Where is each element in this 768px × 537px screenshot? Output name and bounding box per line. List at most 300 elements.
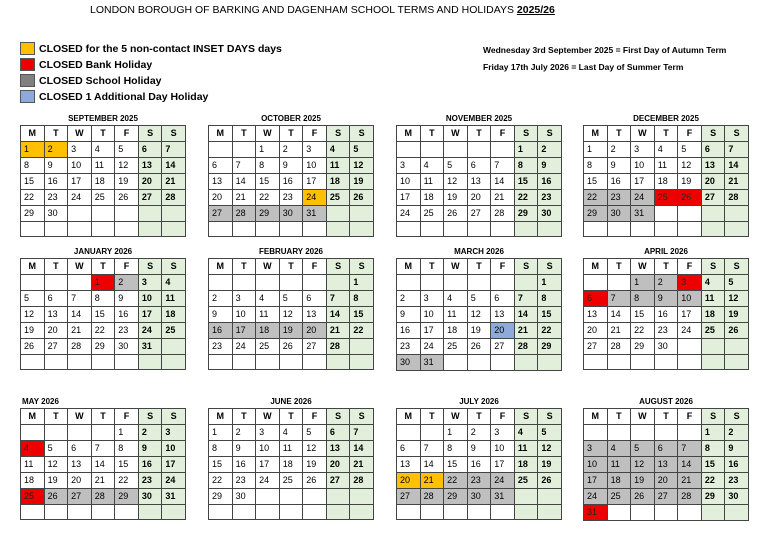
- day-cell: 18: [279, 457, 303, 473]
- day-cell: 23: [44, 190, 68, 206]
- day-cell: 16: [654, 307, 678, 323]
- day-cell: 23: [467, 473, 491, 489]
- day-cell: 2: [607, 142, 631, 158]
- weekday-header: T: [44, 126, 68, 142]
- day-cell: 9: [232, 441, 256, 457]
- weekday-header: S: [725, 409, 749, 425]
- weekday-header: F: [678, 259, 702, 275]
- day-cell: [397, 505, 421, 520]
- month-september-2025: [20, 112, 186, 237]
- day-cell: 8: [21, 158, 45, 174]
- day-cell: 29: [631, 339, 655, 355]
- day-cell: 26: [21, 339, 45, 355]
- day-cell: 7: [491, 158, 515, 174]
- day-cell: [91, 222, 115, 237]
- day-cell: [584, 222, 608, 237]
- month-may-2026: [20, 395, 186, 520]
- day-cell: 12: [350, 158, 374, 174]
- day-cell: 19: [350, 174, 374, 190]
- day-cell: 18: [420, 190, 444, 206]
- day-cell: 9: [607, 158, 631, 174]
- day-cell: 8: [514, 158, 538, 174]
- day-cell: 5: [115, 142, 139, 158]
- day-cell: [514, 505, 538, 520]
- week-row: [209, 473, 374, 489]
- day-cell: 20: [654, 473, 678, 489]
- day-cell: 8: [350, 291, 374, 307]
- day-cell: 6: [326, 425, 350, 441]
- week-row: [397, 307, 562, 323]
- day-cell: 25: [514, 473, 538, 489]
- day-cell: [467, 222, 491, 237]
- day-cell: 24: [420, 339, 444, 355]
- day-cell: 8: [584, 158, 608, 174]
- day-cell: 6: [303, 291, 327, 307]
- weekday-header: S: [538, 409, 562, 425]
- day-cell: [607, 222, 631, 237]
- day-cell: 17: [420, 323, 444, 339]
- week-row: [584, 206, 749, 222]
- month-table: [20, 408, 186, 520]
- day-cell: 18: [607, 473, 631, 489]
- day-cell: 26: [678, 190, 702, 206]
- day-cell: 2: [467, 425, 491, 441]
- day-cell: [303, 275, 327, 291]
- day-cell: [678, 339, 702, 355]
- weekday-header: M: [397, 126, 421, 142]
- day-cell: 12: [279, 307, 303, 323]
- week-row: [209, 190, 374, 206]
- day-cell: 4: [21, 441, 45, 457]
- day-cell: [256, 222, 280, 237]
- week-row: [584, 339, 749, 355]
- day-cell: 3: [584, 441, 608, 457]
- day-cell: 19: [467, 323, 491, 339]
- week-row: [21, 355, 186, 370]
- day-cell: 25: [607, 489, 631, 505]
- month-name: AUGUST 2026: [639, 397, 693, 406]
- day-cell: 12: [303, 441, 327, 457]
- day-cell: [21, 355, 45, 370]
- weekday-header-row: [209, 259, 374, 275]
- day-cell: 4: [514, 425, 538, 441]
- day-cell: 21: [607, 323, 631, 339]
- day-cell: 7: [232, 158, 256, 174]
- week-row: [209, 222, 374, 237]
- day-cell: 15: [584, 174, 608, 190]
- day-cell: 25: [701, 323, 725, 339]
- month-april-2026: [583, 245, 749, 370]
- week-row: [209, 291, 374, 307]
- day-cell: [491, 355, 515, 371]
- day-cell: [397, 222, 421, 237]
- day-cell: 1: [209, 425, 233, 441]
- day-cell: [678, 222, 702, 237]
- day-cell: 1: [514, 142, 538, 158]
- day-cell: 16: [138, 457, 162, 473]
- day-cell: 6: [491, 291, 515, 307]
- day-cell: [44, 355, 68, 370]
- day-cell: 15: [538, 307, 562, 323]
- weekday-header: F: [115, 259, 139, 275]
- day-cell: 23: [232, 473, 256, 489]
- day-cell: 11: [607, 457, 631, 473]
- week-row: [21, 441, 186, 457]
- day-cell: [631, 505, 655, 521]
- day-cell: 23: [654, 323, 678, 339]
- day-cell: 28: [491, 206, 515, 222]
- weekday-header: S: [326, 259, 350, 275]
- weekday-header: S: [701, 126, 725, 142]
- day-cell: [350, 355, 374, 370]
- day-cell: [115, 222, 139, 237]
- day-cell: 20: [138, 174, 162, 190]
- day-cell: 10: [491, 441, 515, 457]
- legend-label: CLOSED 1 Additional Day Holiday: [39, 90, 209, 103]
- weekday-header: S: [725, 259, 749, 275]
- day-cell: 26: [44, 489, 68, 505]
- day-cell: 27: [584, 339, 608, 355]
- day-cell: 15: [444, 457, 468, 473]
- legend-swatch-school: [20, 74, 35, 87]
- week-row: [21, 505, 186, 520]
- day-cell: 22: [115, 473, 139, 489]
- weekday-header: M: [209, 259, 233, 275]
- day-cell: 21: [420, 473, 444, 489]
- day-cell: 14: [678, 457, 702, 473]
- day-cell: 9: [115, 291, 139, 307]
- day-cell: 8: [701, 441, 725, 457]
- day-cell: [162, 206, 186, 222]
- day-cell: 3: [420, 291, 444, 307]
- month-march-2026: [396, 245, 562, 371]
- day-cell: [538, 355, 562, 371]
- day-cell: 19: [631, 473, 655, 489]
- day-cell: 17: [631, 174, 655, 190]
- day-cell: [654, 505, 678, 521]
- weekday-header: F: [678, 409, 702, 425]
- day-cell: [467, 275, 491, 291]
- day-cell: 16: [467, 457, 491, 473]
- day-cell: [326, 489, 350, 505]
- day-cell: [514, 222, 538, 237]
- week-row: [209, 206, 374, 222]
- day-cell: 31: [303, 206, 327, 222]
- day-cell: 14: [350, 441, 374, 457]
- day-cell: 17: [162, 457, 186, 473]
- day-cell: 29: [115, 489, 139, 505]
- legend-swatch-inset: [20, 42, 35, 55]
- day-cell: 15: [256, 174, 280, 190]
- weekday-header: W: [444, 409, 468, 425]
- day-cell: [350, 489, 374, 505]
- week-row: [209, 441, 374, 457]
- day-cell: 10: [232, 307, 256, 323]
- week-row: [209, 158, 374, 174]
- day-cell: 31: [138, 339, 162, 355]
- day-cell: 25: [444, 339, 468, 355]
- week-row: [21, 222, 186, 237]
- weekday-header-row: [584, 126, 749, 142]
- weekday-header: W: [68, 259, 92, 275]
- day-cell: [654, 425, 678, 441]
- day-cell: 25: [162, 323, 186, 339]
- day-cell: 16: [538, 174, 562, 190]
- day-cell: 12: [21, 307, 45, 323]
- day-cell: 9: [44, 158, 68, 174]
- month-table: [583, 258, 749, 370]
- day-cell: [326, 275, 350, 291]
- day-cell: 25: [420, 206, 444, 222]
- day-cell: 4: [279, 425, 303, 441]
- day-cell: [44, 275, 68, 291]
- day-cell: [631, 355, 655, 370]
- month-table: [396, 408, 562, 520]
- weekday-header: W: [256, 409, 280, 425]
- day-cell: 17: [68, 174, 92, 190]
- day-cell: [444, 222, 468, 237]
- day-cell: [303, 505, 327, 520]
- month-table: [583, 125, 749, 237]
- week-row: [584, 505, 749, 521]
- legend-label: CLOSED School Holiday: [39, 74, 162, 87]
- week-row: [584, 142, 749, 158]
- month-name: JANUARY 2026: [73, 247, 133, 256]
- term-note-autumn: Wednesday 3rd September 2025 = First Day of Autumn Term: [483, 45, 727, 55]
- day-cell: 25: [256, 339, 280, 355]
- day-cell: 16: [279, 174, 303, 190]
- month-table: [208, 258, 374, 370]
- day-cell: 11: [654, 158, 678, 174]
- day-cell: 14: [420, 457, 444, 473]
- week-row: [584, 425, 749, 441]
- day-cell: 20: [326, 457, 350, 473]
- weekday-header: M: [21, 259, 45, 275]
- day-cell: 20: [209, 190, 233, 206]
- week-row: [209, 142, 374, 158]
- day-cell: 15: [91, 307, 115, 323]
- day-cell: 7: [514, 291, 538, 307]
- day-cell: [725, 206, 749, 222]
- day-cell: 25: [91, 190, 115, 206]
- day-cell: [678, 355, 702, 370]
- day-cell: 18: [21, 473, 45, 489]
- day-cell: 20: [584, 323, 608, 339]
- day-cell: [397, 275, 421, 291]
- day-cell: 14: [514, 307, 538, 323]
- day-cell: 18: [444, 323, 468, 339]
- day-cell: 29: [514, 206, 538, 222]
- week-row: [21, 275, 186, 291]
- weekday-header: F: [303, 259, 327, 275]
- day-cell: 31: [162, 489, 186, 505]
- weekday-header: M: [209, 409, 233, 425]
- day-cell: [444, 142, 468, 158]
- week-row: [397, 275, 562, 291]
- term-note-summer: Friday 17th July 2026 = Last Day of Summer Term: [483, 62, 684, 72]
- day-cell: 19: [44, 473, 68, 489]
- day-cell: 17: [232, 323, 256, 339]
- day-cell: 3: [232, 291, 256, 307]
- day-cell: 7: [68, 291, 92, 307]
- day-cell: 7: [326, 291, 350, 307]
- weekday-header: S: [350, 126, 374, 142]
- day-cell: 11: [162, 291, 186, 307]
- day-cell: 28: [420, 489, 444, 505]
- weekday-header: S: [725, 126, 749, 142]
- week-row: [584, 489, 749, 505]
- legend-inset: [20, 42, 282, 55]
- day-cell: 31: [631, 206, 655, 222]
- day-cell: 10: [162, 441, 186, 457]
- day-cell: 1: [584, 142, 608, 158]
- day-cell: 26: [303, 473, 327, 489]
- day-cell: [68, 505, 92, 520]
- month-october-2025: [208, 112, 374, 237]
- week-row: [584, 174, 749, 190]
- week-row: [21, 142, 186, 158]
- day-cell: [138, 206, 162, 222]
- legend-bank: [20, 58, 152, 71]
- weekday-header: T: [279, 409, 303, 425]
- day-cell: [420, 142, 444, 158]
- weekday-header: S: [162, 126, 186, 142]
- week-row: [21, 425, 186, 441]
- day-cell: [514, 275, 538, 291]
- day-cell: 3: [68, 142, 92, 158]
- day-cell: 14: [607, 307, 631, 323]
- day-cell: 4: [701, 275, 725, 291]
- day-cell: 24: [256, 473, 280, 489]
- day-cell: [21, 425, 45, 441]
- weekday-header-row: [584, 409, 749, 425]
- day-cell: 15: [21, 174, 45, 190]
- weekday-header: M: [397, 259, 421, 275]
- day-cell: 10: [303, 158, 327, 174]
- day-cell: 8: [209, 441, 233, 457]
- weekday-header: T: [654, 409, 678, 425]
- day-cell: 23: [209, 339, 233, 355]
- day-cell: [303, 355, 327, 370]
- day-cell: [678, 425, 702, 441]
- day-cell: 20: [44, 323, 68, 339]
- weekday-header: T: [467, 126, 491, 142]
- weekday-header-row: [21, 409, 186, 425]
- month-name: OCTOBER 2025: [261, 114, 321, 123]
- day-cell: 28: [607, 339, 631, 355]
- day-cell: 21: [725, 174, 749, 190]
- week-row: [21, 339, 186, 355]
- day-cell: 12: [725, 291, 749, 307]
- day-cell: 2: [538, 142, 562, 158]
- day-cell: 14: [162, 158, 186, 174]
- day-cell: 6: [68, 441, 92, 457]
- day-cell: [397, 425, 421, 441]
- day-cell: 28: [91, 489, 115, 505]
- day-cell: 28: [725, 190, 749, 206]
- day-cell: 11: [256, 307, 280, 323]
- day-cell: 8: [631, 291, 655, 307]
- day-cell: 6: [654, 441, 678, 457]
- day-cell: 6: [701, 142, 725, 158]
- day-cell: 27: [209, 206, 233, 222]
- day-cell: 17: [584, 473, 608, 489]
- day-cell: [350, 505, 374, 520]
- day-cell: 11: [326, 158, 350, 174]
- month-january-2026: [20, 245, 186, 370]
- week-row: [209, 307, 374, 323]
- month-table: [396, 125, 562, 237]
- weekday-header: T: [232, 126, 256, 142]
- weekday-header: F: [491, 126, 515, 142]
- day-cell: 5: [538, 425, 562, 441]
- day-cell: [725, 355, 749, 370]
- day-cell: [420, 222, 444, 237]
- weekday-header: M: [397, 409, 421, 425]
- weekday-header: W: [631, 409, 655, 425]
- weekday-header: T: [91, 126, 115, 142]
- day-cell: 18: [701, 307, 725, 323]
- day-cell: [444, 275, 468, 291]
- week-row: [21, 174, 186, 190]
- day-cell: [115, 505, 139, 520]
- day-cell: 19: [115, 174, 139, 190]
- day-cell: [303, 222, 327, 237]
- weekday-header: S: [514, 259, 538, 275]
- day-cell: [607, 505, 631, 521]
- week-row: [397, 425, 562, 441]
- day-cell: 5: [467, 291, 491, 307]
- day-cell: 12: [115, 158, 139, 174]
- day-cell: [115, 206, 139, 222]
- weekday-header: T: [91, 409, 115, 425]
- weekday-header: F: [678, 126, 702, 142]
- day-cell: 3: [138, 275, 162, 291]
- day-cell: [91, 206, 115, 222]
- day-cell: 7: [91, 441, 115, 457]
- week-row: [209, 323, 374, 339]
- week-row: [584, 441, 749, 457]
- month-name: MAY 2026: [22, 397, 59, 406]
- day-cell: 8: [444, 441, 468, 457]
- day-cell: 15: [115, 457, 139, 473]
- weekday-header: M: [209, 126, 233, 142]
- day-cell: [607, 425, 631, 441]
- day-cell: 5: [279, 291, 303, 307]
- day-cell: [607, 355, 631, 370]
- month-june-2026: [208, 395, 374, 520]
- weekday-header: T: [91, 259, 115, 275]
- day-cell: [162, 222, 186, 237]
- day-cell: 21: [68, 323, 92, 339]
- day-cell: [584, 425, 608, 441]
- day-cell: 26: [279, 339, 303, 355]
- day-cell: 24: [631, 190, 655, 206]
- weekday-header-row: [21, 259, 186, 275]
- weekday-header-row: [209, 126, 374, 142]
- day-cell: 12: [44, 457, 68, 473]
- day-cell: 21: [326, 323, 350, 339]
- week-row: [209, 489, 374, 505]
- day-cell: 20: [491, 323, 515, 339]
- day-cell: 10: [678, 291, 702, 307]
- day-cell: [68, 222, 92, 237]
- weekday-header: F: [115, 126, 139, 142]
- day-cell: 1: [91, 275, 115, 291]
- day-cell: 2: [279, 142, 303, 158]
- day-cell: 24: [138, 323, 162, 339]
- day-cell: [631, 425, 655, 441]
